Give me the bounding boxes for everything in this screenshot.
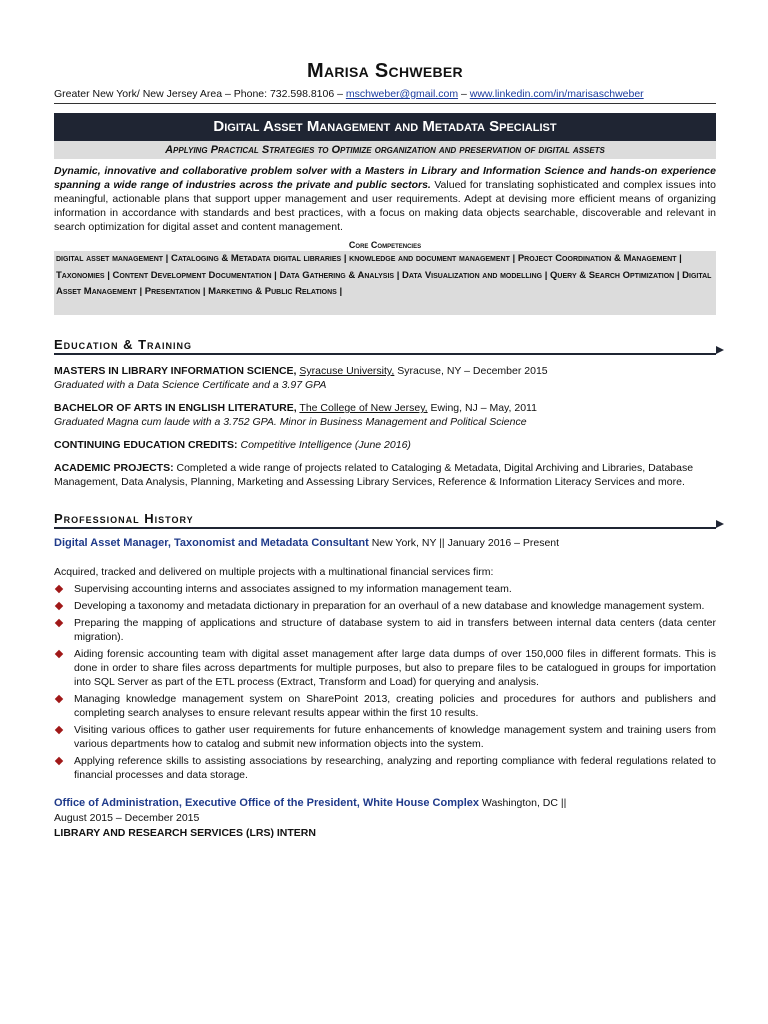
diamond-bullet-icon [55, 695, 63, 703]
bullet-item: Developing a taxonomy and metadata dictionary in preparation for an overhaul of a new database and knowledge management system. [54, 599, 716, 613]
bachelors-school: The College of New Jersey, [299, 402, 428, 414]
masters-school: Syracuse University, [299, 365, 395, 377]
diamond-bullet-icon [55, 650, 63, 658]
masters-details: Syracuse, NY – December 2015 [394, 365, 548, 377]
summary-lead: Dynamic, innovative and collaborative problem solver with a Masters in Library and Information Science and hands-on experience spanning a wide range of industries across the private and public sectors. [54, 165, 716, 191]
diamond-bullet-icon [55, 757, 63, 765]
bachelors-note: Graduated Magna cum laude with a 3.752 GPA. Minor in Business Management and Political Science [54, 416, 527, 428]
summary [54, 164, 716, 234]
education-heading-text: Education & Training [54, 337, 193, 352]
bullet-item: Managing knowledge management system on SharePoint 2013, creating policies and procedures for authors and publishers and completing search analyses to ensure relevant results appear within the first 10 results. [54, 692, 716, 720]
bachelors-details: Ewing, NJ – May, 2011 [427, 402, 537, 414]
bullet-item: Aiding forensic accounting team with digital asset management after large data dumps of over 150,000 files in different formats. This is done in order to share files across departments for multiple purposes, but also to prepare files to be catalogued in groups for importation into SQL Server as part of the ETL process (Extract, Transform and Load) for querying and analysis. [54, 647, 716, 689]
education-projects [54, 461, 716, 489]
continuing-label: CONTINUING EDUCATION CREDITS: [54, 439, 238, 451]
resume-page [54, 0, 716, 841]
bachelors-degree: BACHELOR OF ARTS IN ENGLISH LITERATURE, [54, 402, 297, 414]
diamond-bullet-icon [55, 619, 63, 627]
core-competencies-list: digital asset management | Cataloging & Metadata digital libraries | knowledge and document management | Project Coordination & Management | Taxonomies | Content Development Documentation | Data Gathering & Analysis | Data Visualization and modelling | Query & Search Optimization | Digital Asset Management | Presentation | Marketing & Public Relations | [54, 251, 716, 315]
history-heading [54, 511, 716, 529]
bullet-item: Supervising accounting interns and associates assigned to my information management team. [54, 582, 716, 596]
diamond-bullet-icon [55, 602, 63, 610]
masters-degree: MASTERS IN LIBRARY INFORMATION SCIENCE, [54, 365, 297, 377]
education-heading [54, 337, 716, 355]
candidate-name: Marisa Schweber [307, 60, 463, 82]
email-link[interactable]: mschweber@gmail.com [345, 88, 459, 100]
heading-arrow-icon [716, 346, 724, 354]
job2-role: LIBRARY AND RESEARCH SERVICES (LRS) INTERN [54, 827, 316, 839]
job1-meta: New York, NY || January 2016 – Present [368, 537, 560, 549]
bullet-item: Preparing the mapping of applications and structure of database system to aid in transfers between internal data centers (data center migration). [54, 616, 716, 644]
separator: – [461, 88, 467, 100]
bullet-item: Applying reference skills to assisting associations by researching, analyzing and reporting compliance with federal regulations related to financial processes and data storage. [54, 754, 716, 782]
job1-header [54, 537, 716, 549]
history-heading-text: Professional History [54, 511, 194, 526]
job1-intro: Acquired, tracked and delivered on multiple projects with a multinational financial services firm: [54, 566, 494, 578]
job1-bullets [54, 582, 716, 782]
projects-label: ACADEMIC PROJECTS: [54, 462, 174, 474]
job2-title: Office of Administration, Executive Office of the President, White House Complex [54, 797, 479, 809]
projects-value: Completed a wide range of projects related to Cataloging & Metadata, Digital Archiving and Libraries, Database Management, Data Analysis, Planning, Marketing and Assessing Library Services, Reference & Information Literacy Services and more. [54, 462, 694, 488]
contact-line [54, 88, 716, 100]
education-bachelors [54, 401, 716, 429]
diamond-bullet-icon [55, 726, 63, 734]
headline-subtitle: Applying Practical Strategies to Optimize organization and preservation of digital assets [54, 141, 716, 159]
education-masters [54, 364, 716, 392]
diamond-bullet-icon [55, 585, 63, 593]
headline-title: Digital Asset Management and Metadata Specialist [54, 113, 716, 141]
summary-rest: Valued for translating sophisticated and complex issues into meaningful, actionable plans that support upper management and user requirements. Adept at devising more efficient means of organizing information in accordance with standards and best practices, with a focus on making data objects searchable, discoverable and relevant in search optimization for digital asset and content management. [54, 179, 716, 233]
education-continuing [54, 438, 716, 452]
phone: Phone: 732.598.8106 – [233, 88, 343, 100]
header-rule [54, 103, 716, 104]
continuing-value: Competitive Intelligence (June 2016) [237, 439, 411, 451]
job1-title: Digital Asset Manager, Taxonomist and Metadata Consultant [54, 537, 369, 549]
job2-dates: August 2015 – December 2015 [54, 812, 200, 824]
core-competencies-title: Core Competencies [348, 240, 422, 250]
masters-note: Graduated with a Data Science Certificate and a 3.97 GPA [54, 379, 327, 391]
heading-arrow-icon [716, 520, 724, 528]
job2-meta: Washington, DC || [479, 797, 567, 809]
linkedin-link[interactable]: www.linkedin.com/in/marisaschweber [469, 88, 644, 100]
bullet-item: Visiting various offices to gather user requirements for future enhancements of knowledge management system and training users from various departments how to catalog and submit new information objects into the system. [54, 723, 716, 751]
location: Greater New York/ New Jersey Area – [54, 88, 231, 100]
job2 [54, 796, 716, 841]
